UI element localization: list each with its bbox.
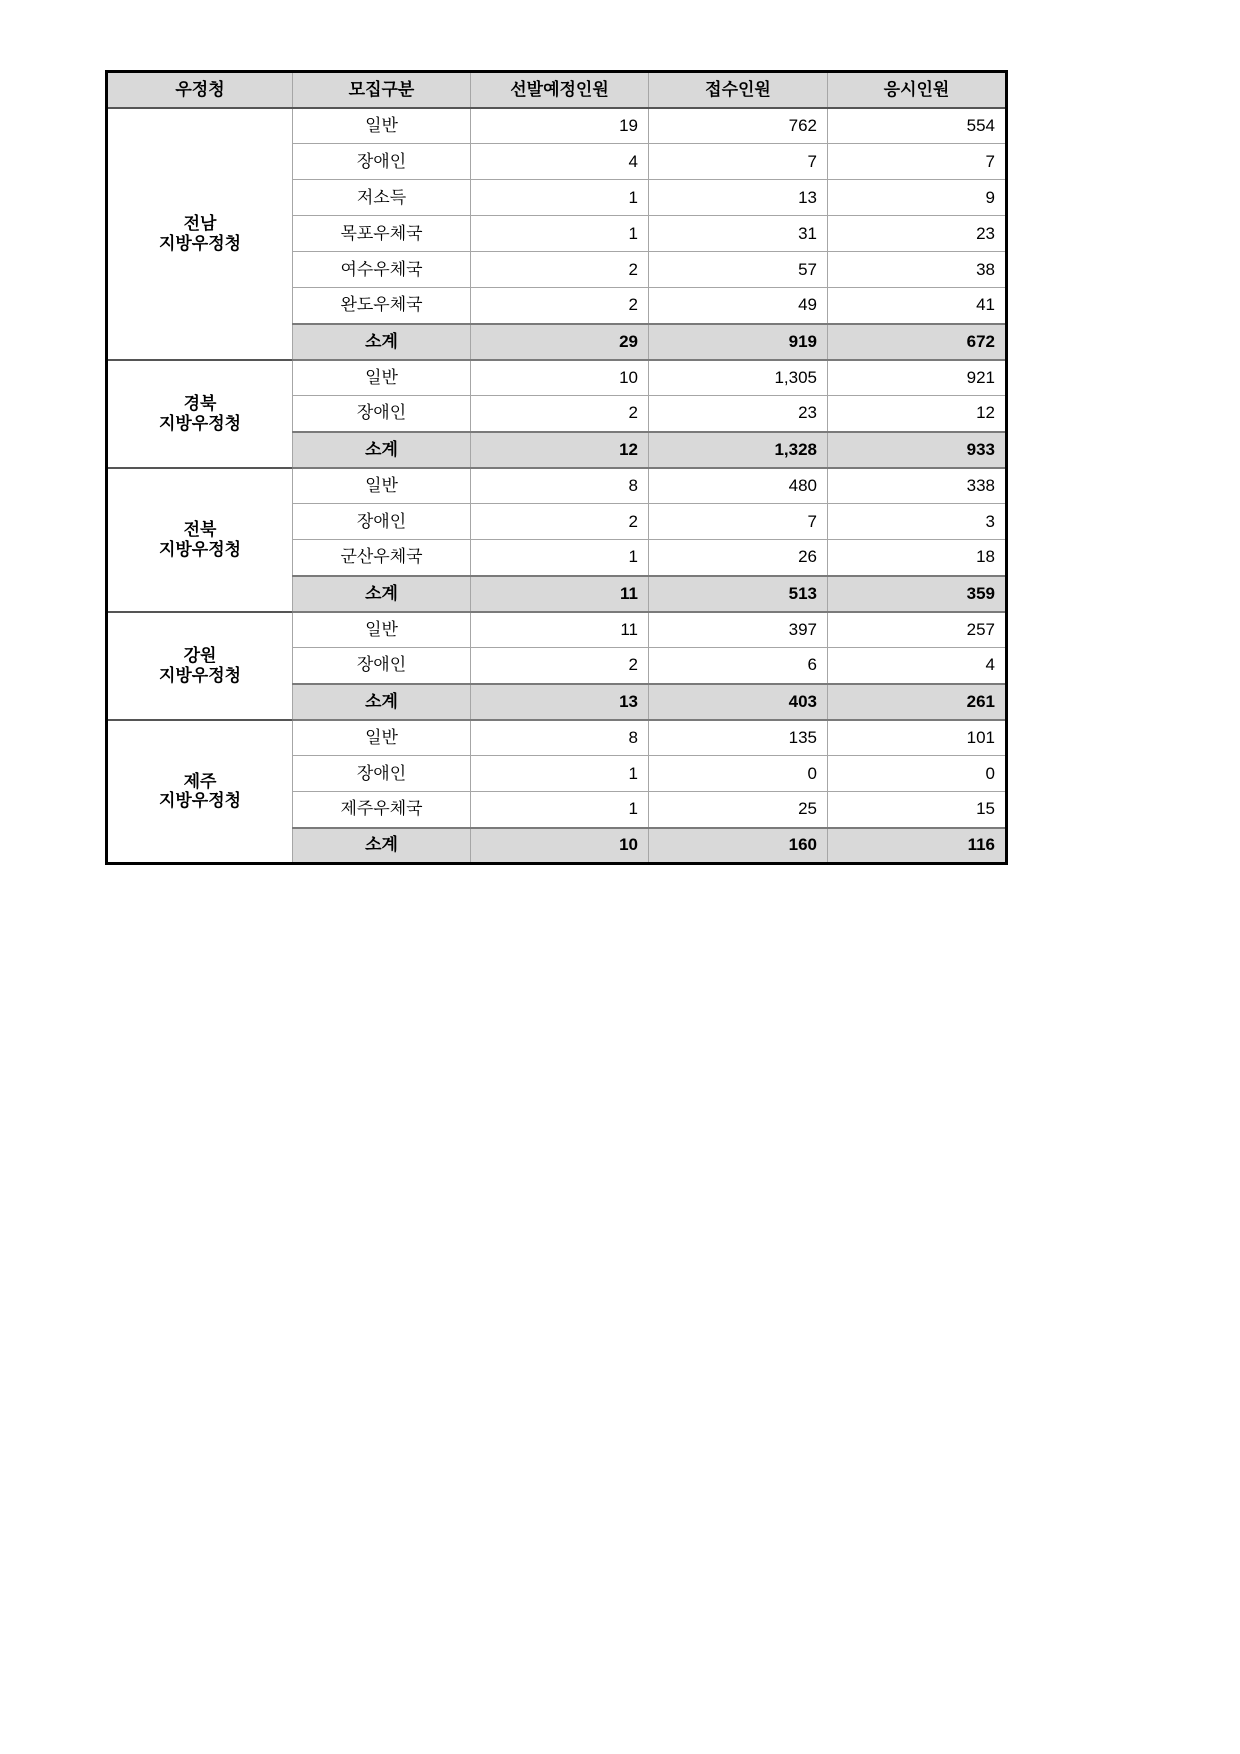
attended-count-cell: 554 <box>828 108 1007 144</box>
category-cell: 일반 <box>293 720 471 756</box>
category-cell: 장애인 <box>293 648 471 684</box>
column-header-applied: 접수인원 <box>649 72 828 108</box>
subtotal-label-cell: 소계 <box>293 684 471 720</box>
planned-count-cell: 1 <box>471 216 649 252</box>
attended-count-cell: 41 <box>828 288 1007 324</box>
table-row <box>107 108 1007 144</box>
attended-count-cell: 7 <box>828 144 1007 180</box>
attended-count-cell: 359 <box>828 576 1007 612</box>
category-cell: 장애인 <box>293 396 471 432</box>
agency-name-line2: 지방우정청 <box>158 233 242 253</box>
applied-count-cell: 135 <box>649 720 828 756</box>
planned-count-cell: 12 <box>471 432 649 468</box>
category-cell: 저소득 <box>293 180 471 216</box>
planned-count-cell: 8 <box>471 468 649 504</box>
applied-count-cell: 6 <box>649 648 828 684</box>
applied-count-cell: 7 <box>649 504 828 540</box>
agency-name-cell <box>107 612 293 720</box>
planned-count-cell: 10 <box>471 360 649 396</box>
applied-count-cell: 25 <box>649 792 828 828</box>
planned-count-cell: 2 <box>471 252 649 288</box>
attended-count-cell: 9 <box>828 180 1007 216</box>
column-header-category: 모집구분 <box>293 72 471 108</box>
planned-count-cell: 4 <box>471 144 649 180</box>
table-body <box>107 108 1007 864</box>
agency-name-line2: 지방우정청 <box>158 539 242 559</box>
applied-count-cell: 762 <box>649 108 828 144</box>
attended-count-cell: 933 <box>828 432 1007 468</box>
category-cell: 일반 <box>293 360 471 396</box>
planned-count-cell: 1 <box>471 180 649 216</box>
applied-count-cell: 26 <box>649 540 828 576</box>
agency-name-line2: 지방우정청 <box>158 791 242 811</box>
planned-count-cell: 2 <box>471 396 649 432</box>
column-header-agency: 우정청 <box>107 72 293 108</box>
agency-name-line1: 전북 <box>183 519 217 539</box>
attended-count-cell: 38 <box>828 252 1007 288</box>
agency-name-line1: 전남 <box>183 213 217 233</box>
applied-count-cell: 403 <box>649 684 828 720</box>
attended-count-cell: 338 <box>828 468 1007 504</box>
attended-count-cell: 0 <box>828 756 1007 792</box>
planned-count-cell: 2 <box>471 288 649 324</box>
agency-name-line1: 강원 <box>183 645 217 665</box>
agency-name-cell <box>107 360 293 468</box>
planned-count-cell: 10 <box>471 828 649 864</box>
attended-count-cell: 116 <box>828 828 1007 864</box>
category-cell: 장애인 <box>293 504 471 540</box>
attended-count-cell: 12 <box>828 396 1007 432</box>
applied-count-cell: 1,305 <box>649 360 828 396</box>
attended-count-cell: 4 <box>828 648 1007 684</box>
planned-count-cell: 1 <box>471 540 649 576</box>
applied-count-cell: 513 <box>649 576 828 612</box>
agency-name-line1: 경북 <box>183 393 217 413</box>
agency-name-line1: 제주 <box>183 771 217 791</box>
applied-count-cell: 7 <box>649 144 828 180</box>
category-cell: 여수우체국 <box>293 252 471 288</box>
attended-count-cell: 15 <box>828 792 1007 828</box>
category-cell: 일반 <box>293 612 471 648</box>
applied-count-cell: 1,328 <box>649 432 828 468</box>
agency-name-cell <box>107 108 293 360</box>
planned-count-cell: 19 <box>471 108 649 144</box>
attended-count-cell: 3 <box>828 504 1007 540</box>
planned-count-cell: 11 <box>471 612 649 648</box>
applied-count-cell: 397 <box>649 612 828 648</box>
agency-name-line2: 지방우정청 <box>158 665 242 685</box>
planned-count-cell: 29 <box>471 324 649 360</box>
subtotal-label-cell: 소계 <box>293 828 471 864</box>
table-row <box>107 612 1007 648</box>
category-cell: 제주우체국 <box>293 792 471 828</box>
table-header-row <box>107 72 1007 108</box>
category-cell: 장애인 <box>293 144 471 180</box>
subtotal-label-cell: 소계 <box>293 324 471 360</box>
planned-count-cell: 1 <box>471 792 649 828</box>
table-row <box>107 360 1007 396</box>
category-cell: 일반 <box>293 108 471 144</box>
category-cell: 장애인 <box>293 756 471 792</box>
attended-count-cell: 23 <box>828 216 1007 252</box>
applied-count-cell: 0 <box>649 756 828 792</box>
attended-count-cell: 261 <box>828 684 1007 720</box>
attended-count-cell: 18 <box>828 540 1007 576</box>
subtotal-label-cell: 소계 <box>293 432 471 468</box>
category-cell: 일반 <box>293 468 471 504</box>
table-row <box>107 468 1007 504</box>
category-cell: 군산우체국 <box>293 540 471 576</box>
agency-name-cell <box>107 720 293 864</box>
attended-count-cell: 101 <box>828 720 1007 756</box>
statistics-table-wrapper <box>105 70 1005 865</box>
applied-count-cell: 480 <box>649 468 828 504</box>
attended-count-cell: 672 <box>828 324 1007 360</box>
applied-count-cell: 23 <box>649 396 828 432</box>
category-cell: 완도우체국 <box>293 288 471 324</box>
agency-name-line2: 지방우정청 <box>158 413 242 433</box>
applied-count-cell: 919 <box>649 324 828 360</box>
column-header-planned: 선발예정인원 <box>471 72 649 108</box>
applied-count-cell: 160 <box>649 828 828 864</box>
planned-count-cell: 13 <box>471 684 649 720</box>
table-header <box>107 72 1007 108</box>
subtotal-label-cell: 소계 <box>293 576 471 612</box>
recruitment-statistics-table <box>105 70 1008 865</box>
table-row <box>107 720 1007 756</box>
category-cell: 목포우체국 <box>293 216 471 252</box>
applied-count-cell: 57 <box>649 252 828 288</box>
planned-count-cell: 1 <box>471 756 649 792</box>
planned-count-cell: 2 <box>471 504 649 540</box>
attended-count-cell: 921 <box>828 360 1007 396</box>
planned-count-cell: 8 <box>471 720 649 756</box>
applied-count-cell: 49 <box>649 288 828 324</box>
attended-count-cell: 257 <box>828 612 1007 648</box>
planned-count-cell: 11 <box>471 576 649 612</box>
applied-count-cell: 13 <box>649 180 828 216</box>
planned-count-cell: 2 <box>471 648 649 684</box>
column-header-attended: 응시인원 <box>828 72 1007 108</box>
agency-name-cell <box>107 468 293 612</box>
applied-count-cell: 31 <box>649 216 828 252</box>
